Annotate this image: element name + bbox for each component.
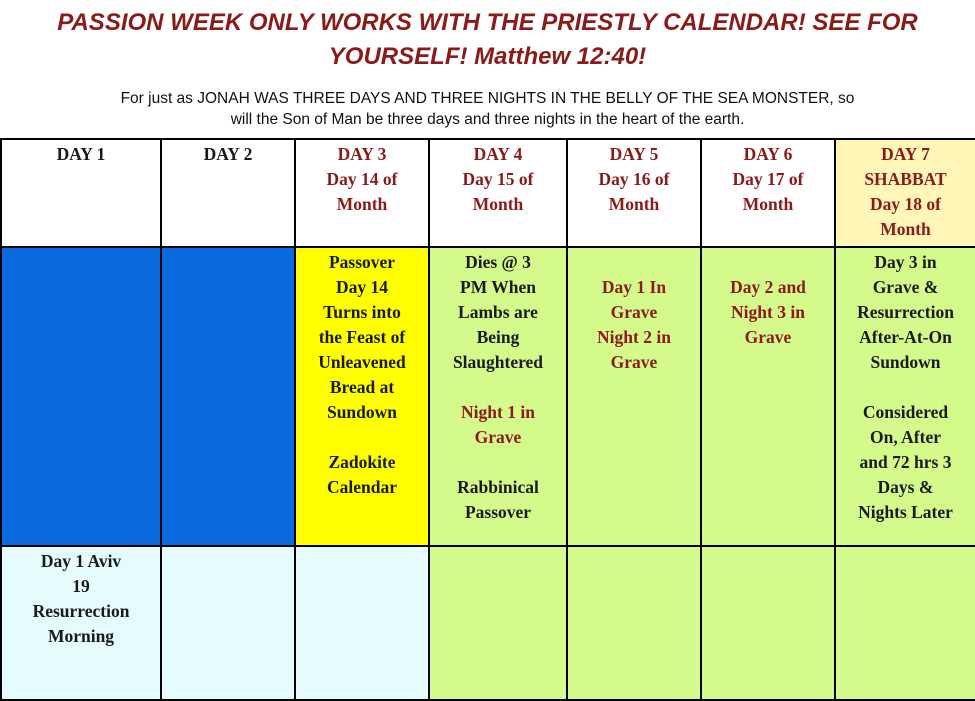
- night-1-line: Night 1 in: [461, 402, 535, 422]
- day-4-events-cell: [429, 247, 567, 546]
- considered-line: Considered: [862, 402, 949, 422]
- header-day-4-label: DAY 4: [473, 144, 523, 164]
- header-day-4-date: Day 15 of: [462, 169, 534, 189]
- header-day-5-month: Month: [608, 194, 660, 214]
- rabbinical-line: Rabbinical: [457, 477, 539, 497]
- considered-line: and 72 hrs 3: [859, 452, 952, 472]
- considered-line: Days &: [877, 477, 934, 497]
- considered-line: On, After: [870, 427, 941, 447]
- spacer: [840, 375, 971, 400]
- death-note-line: Slaughtered: [452, 352, 544, 372]
- passover-line: Bread at: [329, 377, 395, 397]
- calendar-note-line: Calendar: [327, 477, 397, 497]
- resurrection-line: Grave &: [872, 277, 939, 297]
- header-day-2-label: DAY 2: [203, 144, 253, 164]
- resurrection-line: After-At-On: [859, 327, 952, 347]
- header-day-1-label: DAY 1: [56, 144, 106, 164]
- header-day-4-month: Month: [472, 194, 524, 214]
- passover-line: the Feast of: [318, 327, 406, 347]
- page-title: [0, 6, 975, 74]
- aviv-line: Morning: [47, 626, 115, 646]
- header-day-6-date: Day 17 of: [732, 169, 804, 189]
- header-day-7-shabbat: SHABBAT: [864, 169, 947, 189]
- header-day-5-label: DAY 5: [609, 144, 659, 164]
- resurrection-line: Sundown: [870, 352, 941, 372]
- header-day-5: [567, 139, 701, 247]
- header-day-5-date: Day 16 of: [598, 169, 670, 189]
- rabbinical-line: Passover: [464, 502, 532, 522]
- header-day-3: [295, 139, 429, 247]
- header-day-6-month: Month: [742, 194, 794, 214]
- header-day-1: [1, 139, 161, 247]
- grave-note-line: Grave: [610, 302, 658, 322]
- header-day-2: [161, 139, 295, 247]
- calendar-note-line: Zadokite: [328, 452, 396, 472]
- day-1-events-cell: [1, 247, 161, 546]
- death-note-line: PM When: [460, 277, 536, 297]
- header-day-7-label: DAY 7: [881, 144, 930, 164]
- grave-note-line: Day 2 and: [730, 277, 806, 297]
- day-3-events-cell: [295, 247, 429, 546]
- header-day-7-month: Month: [880, 219, 931, 239]
- day-7-events-cell: [835, 247, 975, 546]
- grave-note-line: Day 1 In: [601, 277, 667, 297]
- spacer: [434, 375, 562, 400]
- passover-line: Unleavened: [318, 352, 406, 372]
- verse-line-1: For just as JONAH WAS THREE DAYS AND THREE NIGHTS IN THE BELLY OF THE SEA MONSTER, so: [120, 90, 855, 107]
- calendar-table: [0, 138, 975, 701]
- night-1-line: Grave: [474, 427, 522, 447]
- day-2-events-cell: [161, 247, 295, 546]
- spacer: [434, 450, 562, 475]
- grave-note-line: Night 3 in: [731, 302, 805, 322]
- passover-line: Sundown: [326, 402, 398, 422]
- header-day-7-date: Day 18 of: [870, 194, 941, 214]
- death-note-line: Being: [476, 327, 520, 347]
- title-line-2: YOURSELF! Matthew 12:40!: [328, 43, 647, 70]
- grave-note-line: Grave: [744, 327, 792, 347]
- aviv-line: 19: [72, 576, 90, 596]
- header-day-7: [835, 139, 975, 247]
- passover-line: Turns into: [323, 302, 401, 322]
- header-day-6-label: DAY 6: [743, 144, 793, 164]
- death-note-line: Lambs are: [458, 302, 538, 322]
- header-row: [1, 139, 975, 247]
- verse-line-2: will the Son of Man be three days and three nights in the heart of the earth.: [230, 111, 745, 128]
- header-day-3-label: DAY 3: [337, 144, 387, 164]
- day-5-events-cell: [567, 247, 701, 546]
- events-row: [1, 247, 975, 546]
- passover-line: Passover: [328, 252, 396, 272]
- death-note-line: Dies @ 3: [465, 252, 531, 272]
- scripture-verse: [0, 88, 975, 130]
- aviv-line: Day 1 Aviv: [40, 551, 122, 571]
- spacer: [300, 425, 424, 450]
- day-6-events-cell: [701, 247, 835, 546]
- header-day-3-date: Day 14 of: [326, 169, 398, 189]
- considered-line: Nights Later: [858, 502, 953, 522]
- header-day-4: [429, 139, 567, 247]
- passover-line: Day 14: [335, 277, 388, 297]
- aviv-line: Resurrection: [32, 601, 130, 621]
- header-day-3-month: Month: [336, 194, 388, 214]
- header-day-6: [701, 139, 835, 247]
- grave-note-line: Grave: [610, 352, 658, 372]
- grave-note-line: Night 2 in: [597, 327, 671, 347]
- title-line-1: PASSION WEEK ONLY WORKS WITH THE PRIESTLY CALENDAR! SEE FOR: [57, 9, 918, 36]
- resurrection-line: Resurrection: [857, 302, 954, 322]
- resurrection-line: Day 3 in: [874, 252, 937, 272]
